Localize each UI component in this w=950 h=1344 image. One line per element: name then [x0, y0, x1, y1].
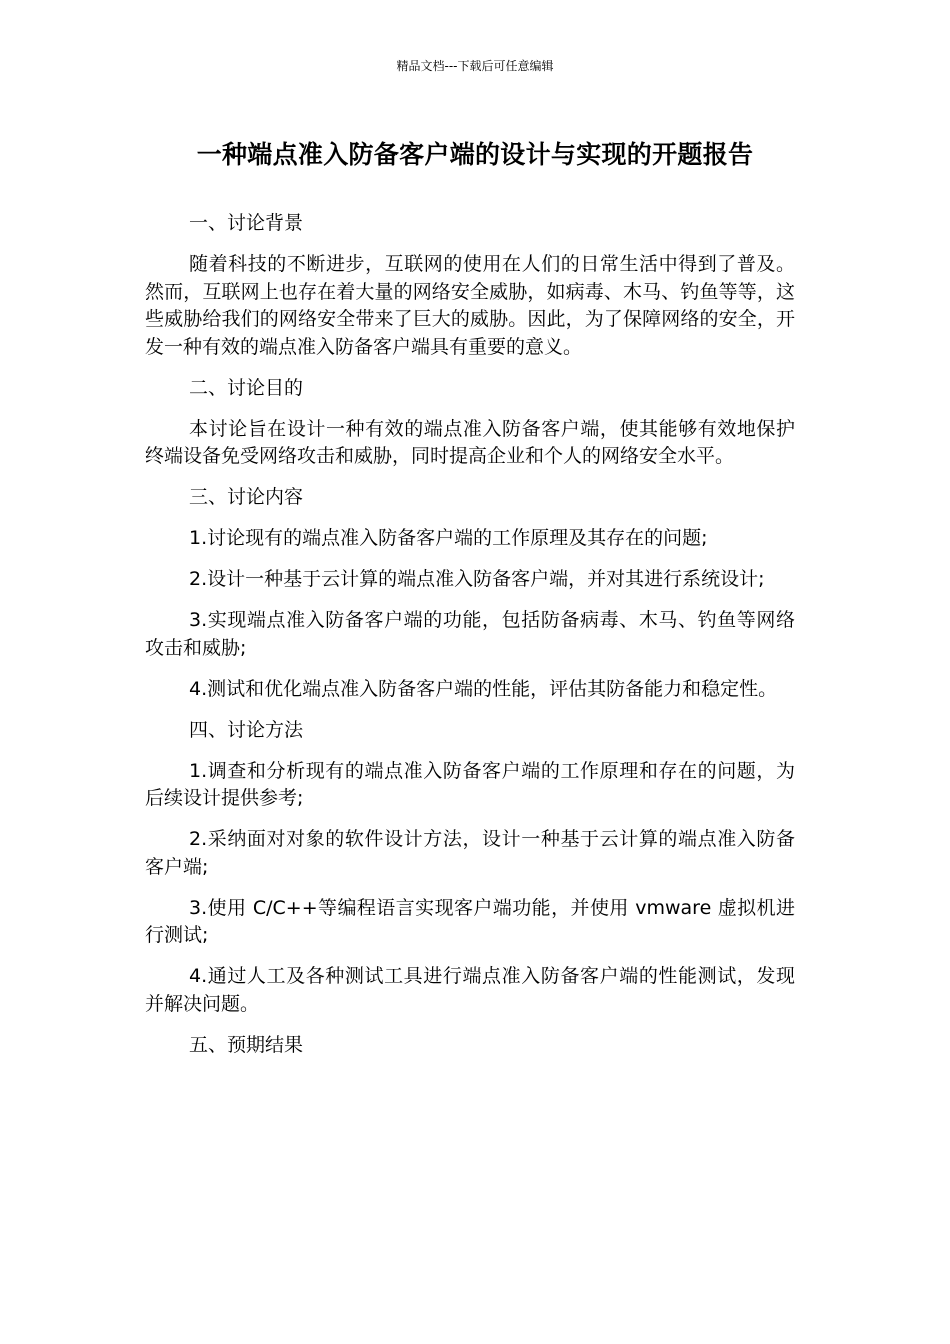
section-heading-expected-results: 五、预期结果	[189, 1033, 304, 1056]
method-item-2: 2.采纳面对对象的软件设计方法，设计一种基于云计算的端点准入防备客户端;	[145, 828, 795, 878]
method-item-4: 4.通过人工及各种测试工具进行端点准入防备客户端的性能测试，发现并解决问题。	[145, 965, 795, 1015]
section-heading-content: 三、讨论内容	[189, 486, 304, 508]
document-body	[145, 210, 795, 1073]
content-item-3: 3.实现端点准入防备客户端的功能，包括防备病毒、木马、钓鱼等网络攻击和威胁;	[145, 609, 795, 659]
section-heading-background: 一、讨论背景	[189, 212, 304, 234]
section-heading-methods: 四、讨论方法	[189, 718, 304, 741]
method-item-3: 3.使用 C/C++等编程语言实现客户端功能，并使用 vmware 虚拟机进行测试;	[145, 896, 795, 946]
paragraph-purpose: 本讨论旨在设计一种有效的端点准入防备客户端，使其能够有效地保护终端设备免受网络攻击和威胁，同时提高企业和个人的网络安全水平。	[145, 417, 795, 467]
paragraph-background: 随着科技的不断进步，互联网的使用在人们的日常生活中得到了普及。然而，互联网上也存在着大量的网络安全威胁，如病毒、木马、钓鱼等等，这些威胁给我们的网络安全带来了巨大的威胁。因此，为了保障网络的安全，开发一种有效的端点准入防备客户端具有重要的意义。	[145, 253, 795, 358]
content-item-1: 1.讨论现有的端点准入防备客户端的工作原理及其存在的问题;	[189, 527, 708, 549]
method-item-1: 1.调查和分析现有的端点准入防备客户端的工作原理和存在的问题，为后续设计提供参考;	[145, 759, 795, 809]
content-item-4: 4.测试和优化端点准入防备客户端的性能，评估其防备能力和稳定性。	[189, 677, 778, 700]
content-item-2: 2.设计一种基于云计算的端点准入防备客户端，并对其进行系统设计;	[189, 568, 765, 590]
document-title: 一种端点准入防备客户端的设计与实现的开题报告	[196, 140, 754, 169]
section-heading-purpose: 二、讨论目的	[189, 376, 304, 399]
header-note: 精品文档---下载后可任意编辑	[396, 59, 554, 73]
